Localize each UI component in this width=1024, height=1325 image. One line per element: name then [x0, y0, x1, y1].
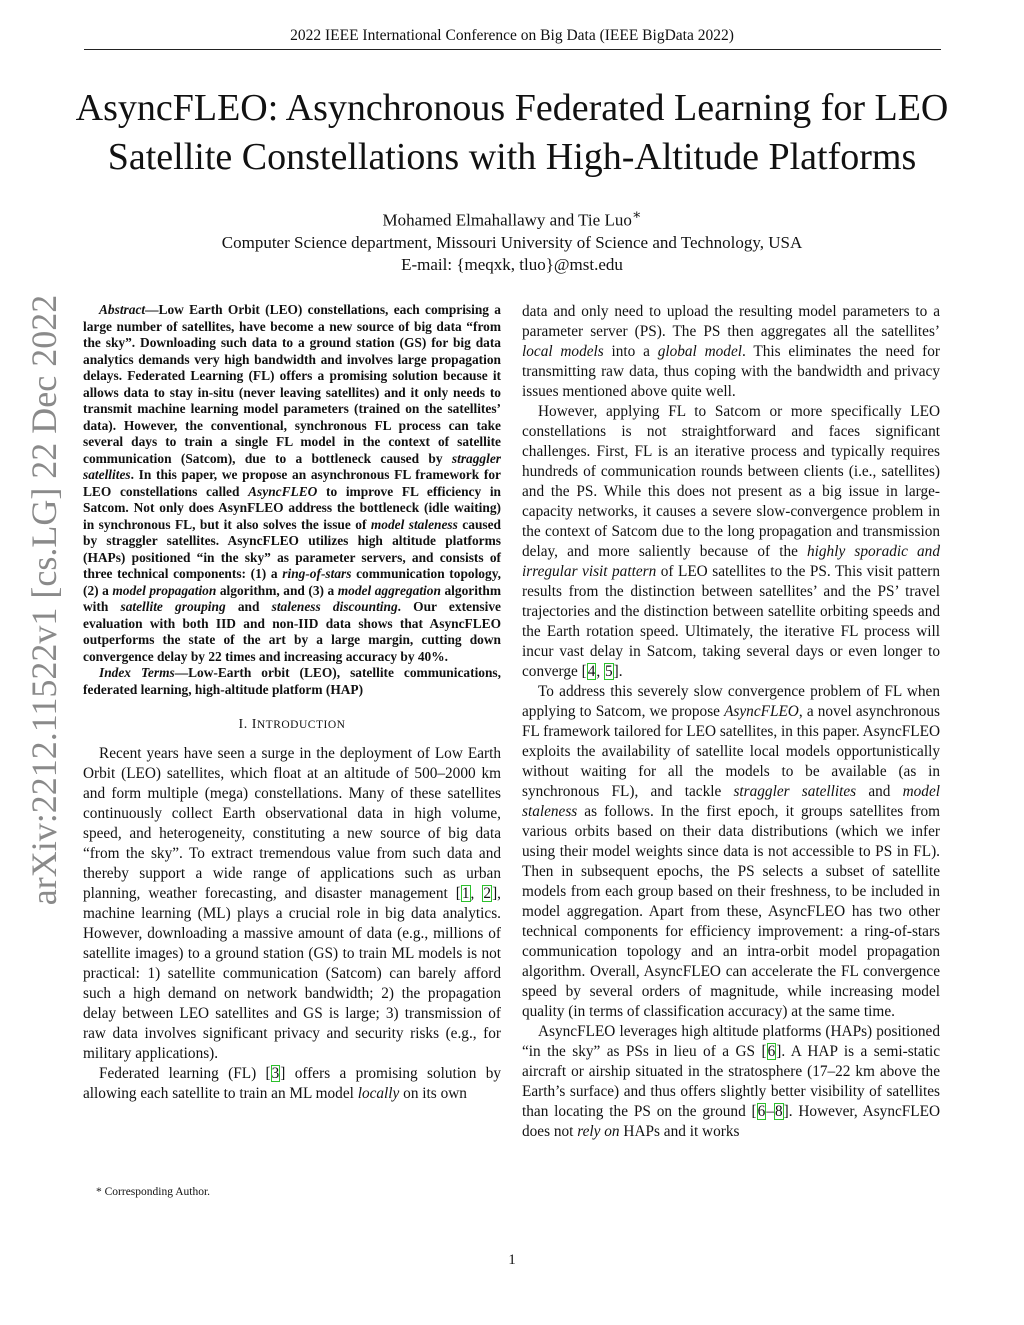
left-column: [83, 302, 501, 1104]
right-paragraph-4: [522, 1022, 940, 1142]
abstract-text-6: algorithm, and (3) a: [216, 582, 338, 598]
right-p4-text-d: ]. However, AsyncFLEO does not: [522, 1103, 940, 1140]
footnote: * Corresponding Author.: [96, 1186, 211, 1198]
page-number: 1: [508, 1252, 516, 1268]
conference-header: 2022 IEEE International Conference on Big Data (IEEE BigData 2022): [290, 27, 734, 44]
citation-link-8[interactable]: 8: [774, 1103, 783, 1120]
intro-p2-text-b: ] offers a promising solution by allowing each satellite to train an ML model: [83, 1065, 501, 1102]
abstract-text-1: Low Earth Orbit (LEO) constellations, each comprising a large number of satellites, have become a new source of big data “from the sky”. Downloading such data to a ground station (GS) for big data analytics demands very high bandwidth and involves large propagation delays. Federated Learning (FL) offers a promising solution because it allows data to stay in-situ (never leaving satellites) and it only needs to transmit machine learning model parameters (trained on the satellites’ data). However, the conventional, synchronous FL process can take several days to train a single FL model in the context of satellite communication (Satcom), due to a bottleneck caused by: [83, 302, 501, 466]
author-affiliation: Computer Science department, Missouri University of Science and Technology, USA: [221, 232, 803, 252]
right-p4-dash: –: [766, 1103, 774, 1120]
right-p3-emph-2: straggler satellites: [733, 783, 857, 800]
citation-link-6[interactable]: 6: [767, 1043, 776, 1060]
right-p4-emph: rely on: [577, 1123, 620, 1140]
paper-title: [60, 84, 964, 182]
index-terms-label: Index Terms: [99, 665, 175, 680]
right-p3-text-a: To address this severely slow convergence problem of FL when applying to Satcom, we propose: [522, 683, 940, 720]
intro-p2-text-d: on its own: [399, 1085, 467, 1102]
right-p1-text-c: . This eliminates the need for transmitting raw data, thus coping with the bandwidth and privacy issues mentioned above quite well.: [522, 343, 940, 400]
author-email: E-mail: {meqxk, tluo}@mst.edu: [401, 254, 623, 274]
arxiv-stamp: arXiv:2212.11522v1 [cs.LG] 22 Dec 2022: [24, 294, 64, 906]
abstract-text-5: communication topology, (2) a: [83, 566, 501, 598]
abstract-text-2: . In this paper, we propose an asynchronous FL framework for LEO constellations called: [83, 467, 501, 499]
abstract-emph-5: model propagation: [112, 582, 217, 598]
title-line-2: Satellite Constellations with High-Altitude Platforms: [107, 136, 917, 178]
right-p2-text-b: of LEO satellites to the PS. This visit pattern results from the distinction between satellites’ and the PS’ travel trajectories and the distinction between satellite orbiting speeds and the Earth rotation speed. Ultimately, the iterative FL process will incur vast delay in Satcom, taking several days or even longer to converge [: [522, 563, 940, 680]
citation-link-4[interactable]: 4: [587, 663, 596, 680]
right-p3-emph-1: AsyncFLEO: [724, 703, 799, 720]
corresponding-mark: ∗: [631, 207, 642, 223]
intro-paragraph-2: [83, 1064, 501, 1104]
right-p3-text-c: and: [856, 783, 903, 800]
intro-p1-text-b: ], machine learning (ML) plays a crucial role in big data analytics. However, downloading a massive amount of data (e.g., millions of satellite images) to a ground station (GS) to train ML models is not practical: 1) satellite communication (Satcom) can barely afford such a high demand on network bandwidth; 2) the propagation delay between LEO satellites and GS is large; 3) transmission of raw data involves significant privacy and security risks (e.g., for military applications).: [83, 885, 501, 1062]
section-title-rest: NTRODUCTION: [256, 719, 346, 731]
intro-p1-text-a: Recent years have seen a surge in the deployment of Low Earth Orbit (LEO) satellites, which float at an altitude of 500–2000 km and form multiple (mega) constellations. Many of these satellites continuously collect Earth observational data in high volume, speed, and heterogeneity, constituting a new source of big data “from the sky”. To extract tremendous value from such data and thereby support a wide range of applications such as urban planning, weather forecasting, and disaster management [: [83, 745, 501, 902]
intro-p2-emph: locally: [357, 1085, 400, 1102]
abstract-emph-3: model staleness: [370, 516, 458, 532]
right-p4-text-a: AsyncFLEO leverages high altitude platforms (HAPs) positioned “in the sky” as PSs in lieu of a GS [: [522, 1023, 940, 1060]
section-heading-introduction: [83, 715, 501, 735]
right-paragraph-1: [522, 302, 940, 402]
right-p1-text-a: data and only need to upload the resulting model parameters to a parameter server (PS). The PS then aggregates all the satellites’: [522, 303, 940, 340]
right-p3-emph-3: model staleness: [522, 783, 940, 820]
citation-link-6b[interactable]: 6: [757, 1103, 766, 1120]
abstract-text-3: to improve FL efficiency in Satcom. Not only does AsynFLEO address the bottleneck (idle waiting) in synchronous FL, but it also solves the issue of: [83, 483, 501, 532]
citation-link-3[interactable]: 3: [271, 1065, 280, 1082]
intro-p2-text-a: Federated learning (FL) [: [99, 1065, 271, 1082]
right-p4-text-b: ]. A HAP is a semi-static aircraft or airship situated in the stratosphere (17–22 km above the Earth’s surface) and thus offers slightly better visibility of satellites than locating the PS on the ground [: [522, 1043, 940, 1120]
right-p2-text-d: ].: [613, 663, 623, 680]
abstract-emph-2: AsyncFLEO: [248, 483, 318, 499]
abstract-text-7: algorithm with: [83, 582, 501, 614]
right-column: [522, 302, 940, 1142]
section-numeral: I. I: [238, 717, 257, 732]
citation-link-5[interactable]: 5: [605, 663, 613, 680]
abstract-label: Abstract: [99, 302, 146, 317]
title-line-1: AsyncFLEO: Asynchronous Federated Learning for LEO: [75, 87, 949, 129]
author-names-text: Mohamed Elmahallawy and Tie Luo: [382, 210, 632, 230]
intro-p1-sep: ,: [470, 885, 483, 902]
citation-link-1[interactable]: 1: [461, 885, 470, 902]
header-rule: [84, 49, 941, 50]
abstract-text-9: . Our extensive evaluation with both IID and non-IID data shows that AsyncFLEO outperforms the state of the art by a large margin, cutting down convergence delay by 22 times and increasing accuracy by 40%.: [83, 599, 501, 664]
right-p2-sep: ,: [596, 663, 605, 680]
right-p2-text-a: However, applying FL to Satcom or more specifically LEO constellations is not straightforward and faces significant challenges. First, FL is an iterative process and typically requires hundreds of communication rounds between clients (i.e., satellites) and the PS. While this does not present as a big issue in large-capacity networks, it causes a severe slow-convergence problem in the context of Satcom due to the long propagation and transmission delay, and more saliently because of the: [522, 403, 940, 560]
abstract-text-4: caused by straggler satellites. AsyncFLEO utilizes high altitude platforms (HAPs) positioned “in the sky” as parameter servers, and consists of three technical components: (1) a: [83, 516, 501, 581]
right-p2-emph: highly sporadic and irregular visit pattern: [522, 543, 940, 580]
right-p1-emph-2: global model: [657, 343, 742, 360]
abstract-emph-7: satellite grouping: [120, 599, 226, 614]
abstract-emph-8: staleness discounting: [271, 599, 398, 614]
index-terms: [83, 665, 501, 698]
abstract-dash: —: [145, 302, 159, 317]
abstract: [83, 302, 501, 665]
abstract-emph-1: straggler satellites: [83, 450, 501, 482]
right-paragraph-2: [522, 402, 940, 682]
right-p1-text-b: into a: [603, 343, 658, 360]
right-p3-text-b: , a novel asynchronous FL framework tailored for LEO satellites, in this paper. AsyncFLEO exploits the availability of satellite local models opportunistically without waiting for all the models to be available (as in synchronous FL), and tackle: [522, 703, 940, 800]
abstract-emph-4: ring-of-stars: [282, 566, 352, 581]
author-block: [0, 204, 1024, 276]
right-p3-text-d: as follows. In the first epoch, it groups satellites from various orbits based on their data distributions (which we infer using their model weights since data is not accessible to PS in FL). Then in subsequent epochs, the PS selects a subset of satellite models from each group based on their freshness, to be included in model aggregation. Apart from these, AsyncFLEO has two other technical components for efficiency improvement: a ring-of-stars communication topology and an intra-orbit model propagation algorithm. Overall, AsyncFLEO can accelerate the FL convergence speed by several orders of magnitude, while increasing model quality (in terms of classification accuracy) at the same time.: [522, 803, 940, 1020]
index-terms-text: Low-Earth orbit (LEO), satellite communications, federated learning, high-altitude platform (HAP): [83, 665, 501, 697]
index-terms-dash: —: [174, 665, 189, 680]
abstract-emph-6: model aggregation: [337, 582, 441, 598]
right-p4-text-f: HAPs and it works: [619, 1123, 740, 1140]
right-paragraph-3: [522, 682, 940, 1022]
right-p1-emph-1: local models: [522, 343, 604, 360]
abstract-text-8: and: [225, 599, 272, 614]
citation-link-2[interactable]: 2: [483, 885, 492, 902]
intro-paragraph-1: [83, 744, 501, 1064]
author-names: [0, 204, 1024, 232]
